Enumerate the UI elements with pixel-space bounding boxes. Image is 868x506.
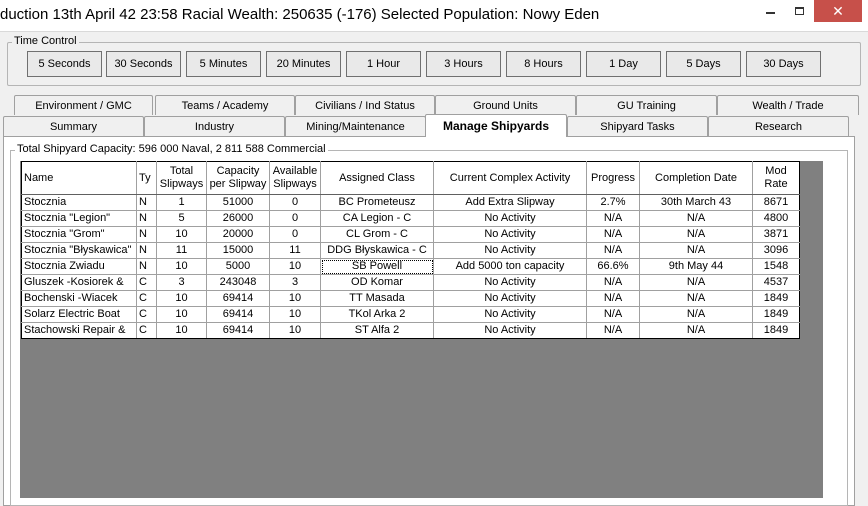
cell-total-slipways[interactable]: 1 [157, 195, 207, 211]
cell-available-slipways[interactable]: 0 [270, 195, 321, 211]
cell-assigned-class[interactable]: ST Alfa 2 [321, 323, 434, 339]
close-button[interactable] [814, 0, 862, 22]
cell-completion-date[interactable]: 30th March 43 [640, 195, 753, 211]
header-capacity-per-slipway[interactable]: Capacity per Slipway [207, 162, 270, 195]
cell-available-slipways[interactable]: 10 [270, 291, 321, 307]
cell-total-slipways[interactable]: 11 [157, 243, 207, 259]
cell-total-slipways[interactable]: 3 [157, 275, 207, 291]
cell-mod-rate[interactable]: 1849 [753, 307, 800, 323]
cell-assigned-class[interactable]: DDG Błyskawica - C [321, 243, 434, 259]
cell-completion-date[interactable]: 9th May 44 [640, 259, 753, 275]
cell-capacity[interactable]: 51000 [207, 195, 270, 211]
cell-progress[interactable]: 2.7% [587, 195, 640, 211]
shipyard-grid[interactable] [20, 161, 823, 498]
time-button-5-days[interactable]: 5 Days [666, 51, 741, 77]
cell-mod-rate[interactable]: 4537 [753, 275, 800, 291]
header-current-complex-activity[interactable]: Current Complex Activity [434, 162, 587, 195]
minimize-icon [766, 12, 775, 14]
time-button-30-seconds[interactable]: 30 Seconds [106, 51, 181, 77]
time-button-8-hours[interactable]: 8 Hours [506, 51, 581, 77]
header-total-slipways[interactable]: Total Slipways [157, 162, 207, 195]
table-row[interactable] [22, 275, 800, 291]
cell-activity[interactable]: No Activity [434, 227, 587, 243]
cell-completion-date[interactable]: N/A [640, 307, 753, 323]
header-completion-date[interactable]: Completion Date [640, 162, 753, 195]
header-assigned-class[interactable]: Assigned Class [321, 162, 434, 195]
cell-activity[interactable]: No Activity [434, 275, 587, 291]
cell-completion-date[interactable]: N/A [640, 323, 753, 339]
cell-assigned-class[interactable]: CL Grom - C [321, 227, 434, 243]
cell-capacity[interactable]: 243048 [207, 275, 270, 291]
cell-capacity[interactable]: 5000 [207, 259, 270, 275]
cell-mod-rate[interactable]: 3096 [753, 243, 800, 259]
time-control-label: Time Control [14, 35, 77, 47]
tab-shipyard-tasks[interactable]: Shipyard Tasks [567, 116, 708, 136]
cell-available-slipways[interactable]: 0 [270, 227, 321, 243]
cell-total-slipways[interactable]: 10 [157, 227, 207, 243]
cell-activity[interactable]: No Activity [434, 243, 587, 259]
cell-capacity[interactable]: 15000 [207, 243, 270, 259]
cell-mod-rate[interactable]: 1849 [753, 323, 800, 339]
cell-assigned-class[interactable]: TT Masada [321, 291, 434, 307]
cell-name[interactable]: Stocznia "Legion" [22, 211, 137, 227]
cell-progress[interactable]: 66.6% [587, 259, 640, 275]
tab-civilians-ind-status[interactable]: Civilians / Ind Status [295, 95, 435, 115]
header-available-slipways[interactable]: Available Slipways [270, 162, 321, 195]
cell-assigned-class[interactable]: CA Legion - C [321, 211, 434, 227]
cell-progress[interactable]: N/A [587, 243, 640, 259]
cell-type[interactable]: N [137, 227, 157, 243]
cell-type[interactable]: C [137, 307, 157, 323]
time-button-3-hours[interactable]: 3 Hours [426, 51, 501, 77]
cell-capacity[interactable]: 69414 [207, 323, 270, 339]
table-row[interactable] [22, 291, 800, 307]
cell-activity[interactable]: Add 5000 ton capacity [434, 259, 587, 275]
cell-mod-rate[interactable]: 8671 [753, 195, 800, 211]
shipyard-table [21, 161, 800, 339]
cell-available-slipways[interactable]: 11 [270, 243, 321, 259]
tab-industry[interactable]: Industry [144, 116, 285, 136]
cell-completion-date[interactable]: N/A [640, 275, 753, 291]
tab-manage-shipyards[interactable]: Manage Shipyards [425, 114, 567, 137]
cell-total-slipways[interactable]: 10 [157, 291, 207, 307]
cell-available-slipways[interactable]: 10 [270, 323, 321, 339]
cell-assigned-class[interactable]: TKol Arka 2 [321, 307, 434, 323]
cell-available-slipways[interactable]: 10 [270, 307, 321, 323]
maximize-icon [795, 7, 804, 15]
tab-gu-training[interactable]: GU Training [576, 95, 717, 115]
cell-progress[interactable]: N/A [587, 227, 640, 243]
cell-type[interactable]: C [137, 291, 157, 307]
cell-total-slipways[interactable]: 10 [157, 323, 207, 339]
table-row[interactable] [22, 323, 800, 339]
cell-type[interactable]: N [137, 259, 157, 275]
cell-name[interactable]: Gluszek -Kosiorek & [22, 275, 137, 291]
cell-mod-rate[interactable]: 3871 [753, 227, 800, 243]
time-control-group [7, 35, 861, 86]
cell-completion-date[interactable]: N/A [640, 211, 753, 227]
cell-name[interactable]: Stocznia "Błyskawica" [22, 243, 137, 259]
cell-total-slipways[interactable]: 10 [157, 307, 207, 323]
table-row[interactable] [22, 195, 800, 211]
cell-mod-rate[interactable]: 4800 [753, 211, 800, 227]
cell-total-slipways[interactable]: 5 [157, 211, 207, 227]
tab-ground-units[interactable]: Ground Units [435, 95, 576, 115]
cell-capacity[interactable]: 26000 [207, 211, 270, 227]
cell-assigned-class[interactable]: SB Powell [321, 259, 434, 275]
header-mod-rate[interactable]: Mod Rate [753, 162, 800, 195]
cell-mod-rate[interactable]: 1849 [753, 291, 800, 307]
time-button-30-days[interactable]: 30 Days [746, 51, 821, 77]
cell-activity[interactable]: No Activity [434, 211, 587, 227]
header-progress[interactable]: Progress [587, 162, 640, 195]
cell-name[interactable]: Stocznia [22, 195, 137, 211]
cell-type[interactable]: N [137, 243, 157, 259]
cell-type[interactable]: C [137, 323, 157, 339]
title-bar [0, 0, 868, 32]
cell-progress[interactable]: N/A [587, 307, 640, 323]
cell-capacity[interactable]: 69414 [207, 307, 270, 323]
cell-completion-date[interactable]: N/A [640, 227, 753, 243]
cell-progress[interactable]: N/A [587, 275, 640, 291]
tab-environment-gmc[interactable]: Environment / GMC [14, 95, 153, 115]
cell-name[interactable]: Stocznia Zwiadu [22, 259, 137, 275]
cell-capacity[interactable]: 69414 [207, 291, 270, 307]
time-button-20-minutes[interactable]: 20 Minutes [266, 51, 341, 77]
cell-progress[interactable]: N/A [587, 323, 640, 339]
close-icon: ✕ [832, 2, 844, 19]
cell-available-slipways[interactable]: 0 [270, 211, 321, 227]
cell-activity[interactable]: Add Extra Slipway [434, 195, 587, 211]
cell-mod-rate[interactable]: 1548 [753, 259, 800, 275]
cell-available-slipways[interactable]: 3 [270, 275, 321, 291]
cell-type[interactable]: N [137, 195, 157, 211]
cell-assigned-class[interactable]: OD Komar [321, 275, 434, 291]
maximize-button[interactable] [785, 0, 814, 22]
header-type[interactable]: Ty [137, 162, 157, 195]
cell-capacity[interactable]: 20000 [207, 227, 270, 243]
table-row[interactable] [22, 307, 800, 323]
tab-wealth-trade[interactable]: Wealth / Trade [717, 95, 859, 115]
header-name[interactable]: Name [22, 162, 137, 195]
cell-name[interactable]: Stocznia "Grom" [22, 227, 137, 243]
table-row[interactable] [22, 243, 800, 259]
cell-type[interactable]: C [137, 275, 157, 291]
time-button-5-seconds[interactable]: 5 Seconds [27, 51, 102, 77]
total-shipyard-capacity: Total Shipyard Capacity: 596 000 Naval, 2 811 588 Commercial [17, 143, 326, 155]
cell-progress[interactable]: N/A [587, 211, 640, 227]
cell-type[interactable]: N [137, 211, 157, 227]
window-title: duction 13th April 42 23:58 Racial Wealth: 250635 (-176) Selected Population: Nowy Eden [0, 6, 600, 23]
table-row[interactable] [22, 259, 800, 275]
minimize-button[interactable] [756, 0, 785, 22]
tab-research[interactable]: Research [708, 116, 849, 136]
tab-summary[interactable]: Summary [3, 116, 144, 136]
cell-available-slipways[interactable]: 10 [270, 259, 321, 275]
time-button-5-minutes[interactable]: 5 Minutes [186, 51, 261, 77]
cell-assigned-class[interactable]: BC Prometeusz [321, 195, 434, 211]
time-button-1-day[interactable]: 1 Day [586, 51, 661, 77]
table-row[interactable] [22, 211, 800, 227]
cell-name[interactable]: Solarz Electric Boat [22, 307, 137, 323]
time-button-1-hour[interactable]: 1 Hour [346, 51, 421, 77]
cell-name[interactable]: Stachowski Repair & [22, 323, 137, 339]
cell-activity[interactable]: No Activity [434, 307, 587, 323]
cell-completion-date[interactable]: N/A [640, 243, 753, 259]
table-row[interactable] [22, 227, 800, 243]
cell-name[interactable]: Bochenski -Wiacek [22, 291, 137, 307]
cell-completion-date[interactable]: N/A [640, 291, 753, 307]
tab-teams-academy[interactable]: Teams / Academy [155, 95, 295, 115]
cell-progress[interactable]: N/A [587, 291, 640, 307]
cell-total-slipways[interactable]: 10 [157, 259, 207, 275]
grid-header-row [22, 162, 800, 195]
cell-activity[interactable]: No Activity [434, 291, 587, 307]
cell-activity[interactable]: No Activity [434, 323, 587, 339]
tab-mining-maintenance[interactable]: Mining/Maintenance [285, 116, 426, 136]
